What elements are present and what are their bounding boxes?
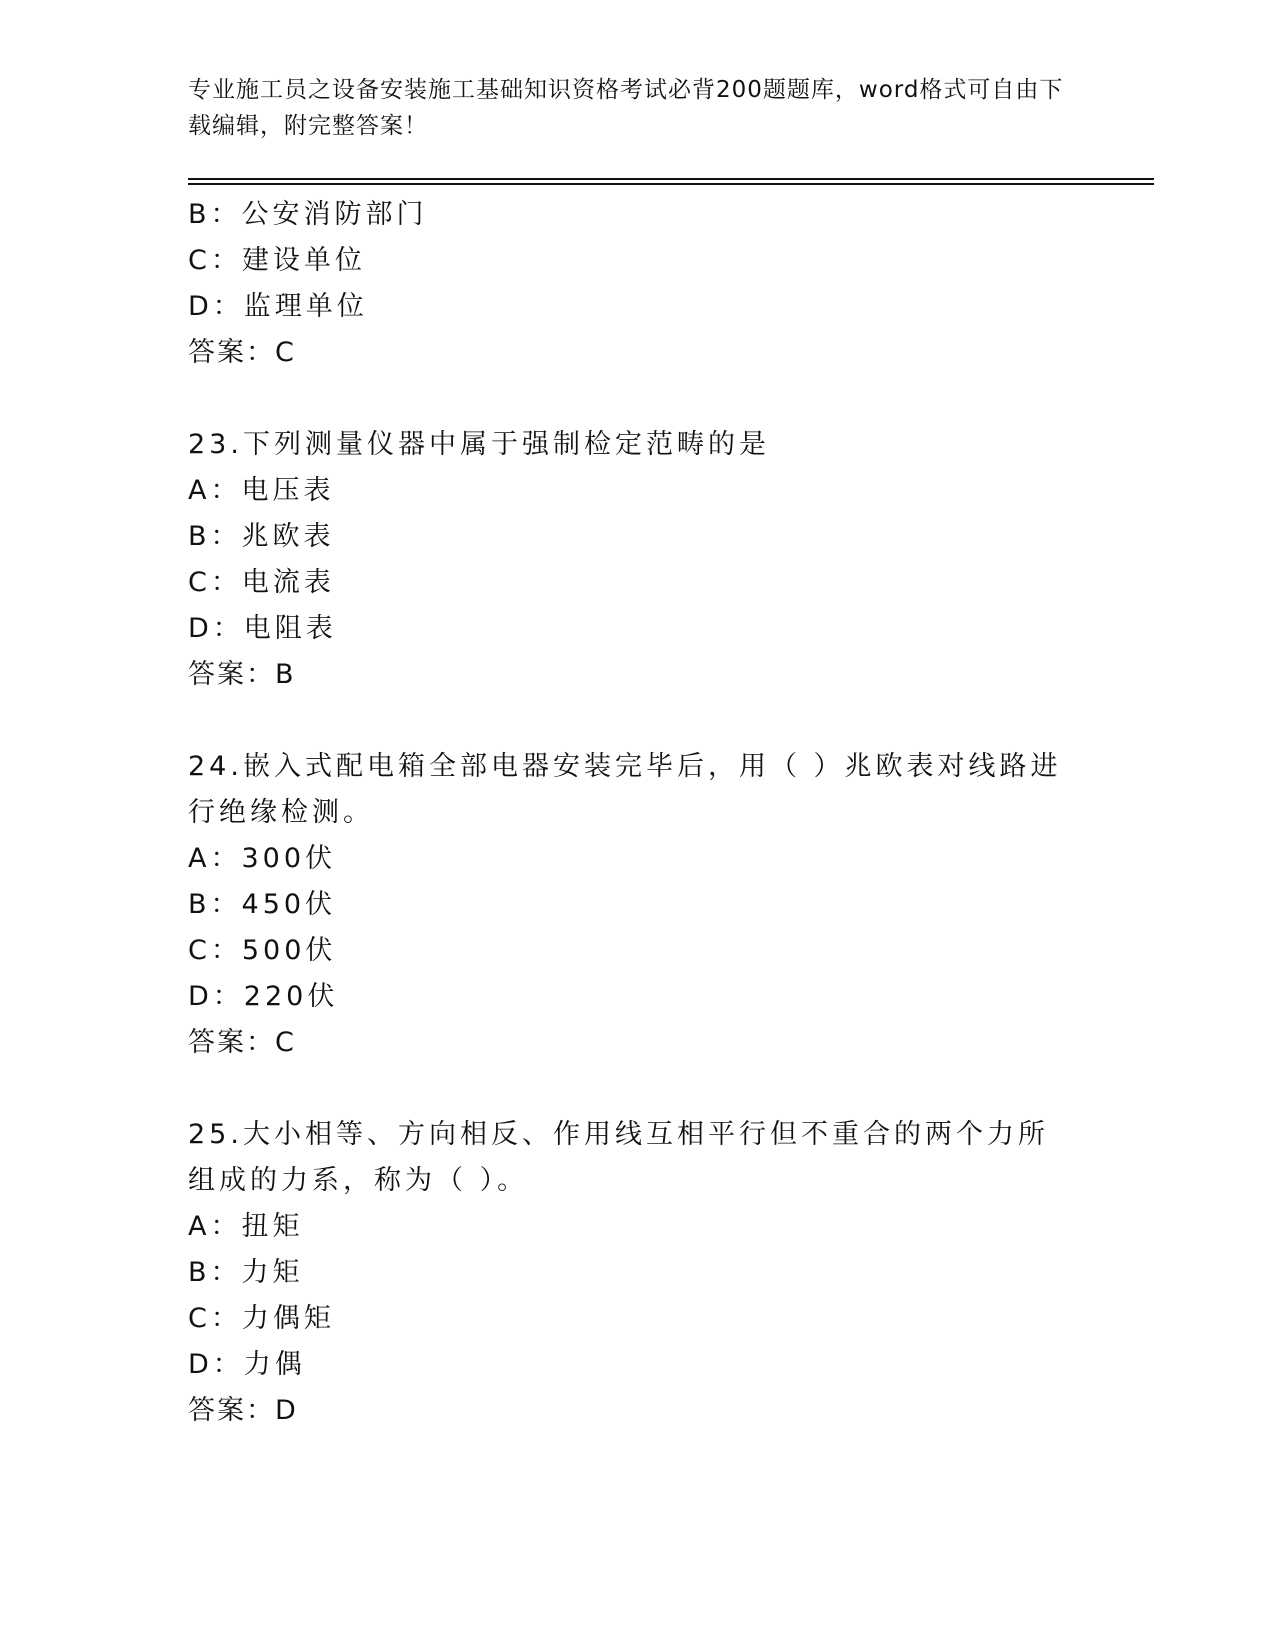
question-stem: 24.嵌入式配电箱全部电器安装完毕后，用（ ）兆欧表对线路进行绝缘检测。 [188, 751, 1062, 828]
question-25 [188, 1112, 1108, 1434]
header-divider-bottom [188, 183, 1154, 185]
option-a: A：电压表 [188, 475, 335, 506]
spacer [188, 1066, 1108, 1112]
answer-line: 答案：D [188, 1395, 298, 1426]
header-divider-top [188, 178, 1154, 180]
question-stem: 23.下列测量仪器中属于强制检定范畴的是 [188, 429, 770, 460]
answer-line: 答案：B [188, 659, 296, 690]
option-d: D：电阻表 [188, 613, 337, 644]
spacer [188, 376, 1108, 422]
question-list [188, 192, 1108, 1434]
option-a: A：扭矩 [188, 1211, 304, 1242]
option-d: D：力偶 [188, 1349, 306, 1380]
spacer [188, 698, 1108, 744]
question-23 [188, 422, 1108, 698]
option-b: B：450伏 [188, 889, 337, 920]
question-24 [188, 744, 1108, 1066]
option-c: C：建设单位 [188, 245, 366, 276]
option-c: C：力偶矩 [188, 1303, 335, 1334]
answer-line: 答案：C [188, 1027, 296, 1058]
document-header: 专业施工员之设备安装施工基础知识资格考试必背200题题库，word格式可自由下载编辑，附完整答案！ [188, 77, 1064, 139]
question-stem: 25.大小相等、方向相反、作用线互相平行但不重合的两个力所组成的力系，称为（ ）。 [188, 1119, 1049, 1196]
option-d: D：监理单位 [188, 291, 368, 322]
question-22-continued [188, 192, 1108, 376]
option-c: C：电流表 [188, 567, 335, 598]
answer-line: 答案：C [188, 337, 296, 368]
option-c: C：500伏 [188, 935, 337, 966]
option-b: B：力矩 [188, 1257, 304, 1288]
option-b: B：兆欧表 [188, 521, 335, 552]
option-d: D：220伏 [188, 981, 339, 1012]
option-b: B：公安消防部门 [188, 199, 428, 230]
option-a: A：300伏 [188, 843, 337, 874]
